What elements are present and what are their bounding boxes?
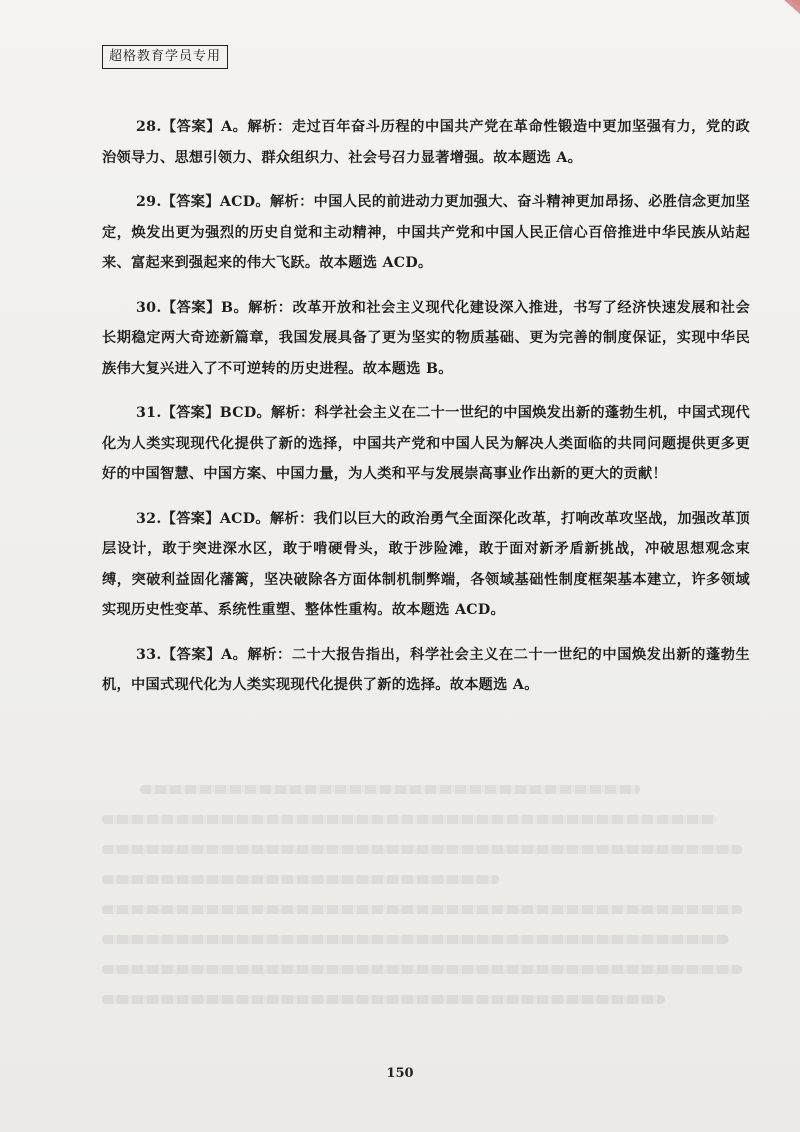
bleed-through-line bbox=[102, 905, 742, 914]
analysis-label: 。解析： bbox=[232, 646, 292, 663]
bleed-through-line bbox=[102, 875, 499, 884]
bleed-through-text bbox=[102, 785, 742, 1025]
analysis-label: 。解析： bbox=[255, 194, 314, 210]
answer-choice: ACD bbox=[219, 510, 256, 527]
analysis-label: 。解析： bbox=[232, 119, 292, 135]
question-number: 33. bbox=[136, 646, 162, 663]
bleed-through-line bbox=[102, 845, 742, 854]
answer-tag: 【答案】 bbox=[161, 119, 222, 135]
answer-choice: B bbox=[220, 299, 234, 316]
analysis-text: 改革开放和社会主义现代化建设深入推进，书写了经济快速发展和社会长期稳定两大奇迹新篇章，我国发展具备了更为坚实的物质基础、更为完善的制度保证，实现中华民族伟大复兴进入了不可逆转的历史进程。故本题选 B。 bbox=[102, 299, 751, 377]
analysis-label: 。解析： bbox=[233, 299, 293, 316]
question-number: 28. bbox=[136, 119, 162, 135]
answer-item bbox=[102, 504, 750, 626]
analysis-text: 二十大报告指出，科学社会主义在二十一世纪的中国焕发出新的蓬勃生机，中国式现代化为人类实现现代化提供了新的选择。故本题选 A。 bbox=[102, 646, 751, 693]
answer-tag: 【答案】 bbox=[161, 646, 222, 663]
answer-choice: A bbox=[221, 646, 233, 663]
answer-tag: 【答案】 bbox=[161, 299, 221, 316]
analysis-text: 中国人民的前进动力更加强大、奋斗精神更加昂扬、必胜信念更加坚定，焕发出更为强烈的历史自觉和主动精神，中国共产党和中国人民正信心百倍推进中华民族从站起来、富起来到强起来的伟大飞跃。故本题选 ACD。 bbox=[102, 194, 751, 271]
question-number: 32. bbox=[136, 510, 162, 527]
bleed-through-line bbox=[140, 785, 639, 794]
answer-item bbox=[102, 640, 750, 701]
answer-choice: A bbox=[221, 119, 233, 135]
analysis-text: 走过百年奋斗历程的中国共产党在革命性锻造中更加坚强有力，党的政治领导力、思想引领力、群众组织力、社会号召力显著增强。故本题选 A。 bbox=[102, 119, 751, 166]
answer-tag: 【答案】 bbox=[161, 405, 220, 421]
analysis-text: 科学社会主义在二十一世纪的中国焕发出新的蓬勃生机，中国式现代化为人类实现现代化提供了新的选择，中国共产党和中国人民为解决人类面临的共同问题提供更多更好的中国智慧、中国方案、中国力量，为人类和平与发展崇高事业作出新的更大的贡献！ bbox=[102, 405, 750, 482]
bleed-through-line bbox=[102, 995, 665, 1004]
answer-tag: 【答案】 bbox=[161, 194, 220, 210]
bleed-through-line bbox=[102, 965, 742, 974]
analysis-text: 我们以巨大的政治勇气全面深化改革，打响改革攻坚战，加强改革顶层设计，敢于突进深水区，敢于啃硬骨头，敢于涉险滩，敢于面对新矛盾新挑战，冲破思想观念束缚，突破利益固化藩篱，坚决破除各方面体制机制弊端，各领域基础性制度框架基本建立，许多领域实现历史性变革、系统性重塑、整体性重构。故本题选 ACD。 bbox=[102, 510, 751, 618]
answer-choice: ACD bbox=[219, 194, 256, 210]
question-number: 31. bbox=[136, 405, 162, 421]
corner-mark bbox=[772, 0, 800, 22]
bleed-through-line bbox=[102, 935, 729, 944]
bleed-through-line bbox=[102, 815, 716, 824]
analysis-label: 。解析： bbox=[255, 510, 314, 527]
answer-item bbox=[102, 187, 750, 279]
answer-list bbox=[102, 112, 750, 715]
answer-item bbox=[102, 112, 750, 173]
page-number: 150 bbox=[386, 1066, 414, 1081]
question-number: 30. bbox=[136, 299, 162, 316]
answer-item bbox=[102, 293, 750, 385]
question-number: 29. bbox=[136, 194, 162, 210]
answer-tag: 【答案】 bbox=[161, 510, 220, 527]
answer-choice: BCD bbox=[219, 405, 257, 421]
analysis-label: 。解析： bbox=[256, 405, 315, 421]
header-label: 超格教育学员专用 bbox=[102, 45, 228, 69]
answer-item bbox=[102, 398, 750, 490]
